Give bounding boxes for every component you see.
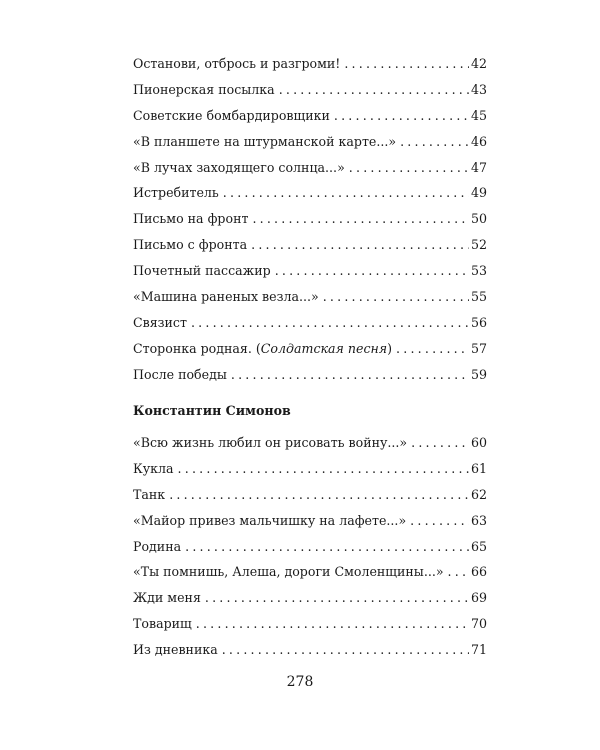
- toc-entry-page: 63: [470, 512, 487, 528]
- toc-entry-page: 61: [470, 460, 487, 476]
- toc-leader-dots: [344, 51, 469, 77]
- toc-entry-page: 42: [470, 56, 487, 71]
- toc-entry: [133, 232, 487, 258]
- toc-entry-title: «Ты помнишь, Алеша, дороги Смоленщины...»: [133, 564, 444, 580]
- toc-entry-page: 55: [470, 289, 487, 305]
- toc-leader-dots: [222, 637, 469, 663]
- toc-leader-dots: [275, 258, 469, 284]
- toc-entry-title: Истребитель: [133, 185, 219, 201]
- toc-entry-page: 47: [470, 159, 487, 175]
- toc-leader-dots: [411, 430, 469, 456]
- toc-leader-dots: [185, 534, 469, 560]
- toc-leader-dots: [349, 155, 469, 181]
- toc-entry: [133, 637, 487, 663]
- toc-entry: [133, 534, 487, 560]
- toc-entry: [133, 559, 487, 585]
- toc-entry-page: 65: [470, 538, 487, 554]
- toc-entry-title: «В планшете на штурманской карте...»: [133, 133, 397, 149]
- toc-entry-page: 60: [470, 435, 487, 450]
- toc-entry-page: 62: [470, 486, 487, 502]
- toc-entry-page: 43: [470, 81, 487, 97]
- toc-entry-title: Пионерская посылка: [133, 81, 275, 97]
- toc-leader-dots: [178, 456, 469, 482]
- toc-entry-page: 66: [470, 564, 487, 580]
- toc-entry-title: «В лучах заходящего солнца...»: [133, 159, 345, 175]
- toc-entry: [133, 77, 487, 103]
- toc-entry-title: Останови, отбрось и разгроми!: [133, 56, 341, 71]
- toc-entry-title: Советские бомбардировщики: [133, 107, 330, 123]
- toc-entry: [133, 482, 487, 508]
- toc-leader-dots: [169, 482, 469, 508]
- page-number: 278: [286, 674, 314, 690]
- toc-entry: [133, 585, 487, 611]
- toc-entry-title: [133, 336, 392, 362]
- toc-entry-page: 45: [470, 107, 487, 123]
- toc-leader-dots: [231, 362, 469, 388]
- toc-leader-dots: [279, 77, 469, 103]
- toc-entry-page: 69: [470, 590, 487, 606]
- toc-entry: [133, 310, 487, 336]
- toc-leader-dots: [448, 559, 469, 585]
- toc-entry-title: Жди меня: [133, 590, 201, 606]
- toc-entry-page: 53: [470, 263, 487, 279]
- toc-entry-title: Письмо на фронт: [133, 211, 249, 227]
- toc-entry: [133, 284, 487, 310]
- toc-entry: [133, 336, 487, 362]
- toc-entry-page: 59: [470, 366, 487, 382]
- toc-leader-dots: [410, 508, 469, 534]
- toc-leader-dots: [252, 206, 469, 232]
- toc-entry-title: Товарищ: [133, 616, 192, 632]
- toc-entry-title: «Всю жизнь любил он рисовать войну...»: [133, 435, 408, 450]
- author-heading: Константин Симонов: [133, 403, 291, 418]
- toc-entry: [133, 129, 487, 155]
- toc-entry-title: После победы: [133, 366, 227, 382]
- toc-entry: [133, 180, 487, 206]
- toc-list-section-1: [133, 51, 487, 388]
- toc-entry: [133, 206, 487, 232]
- toc-entry-title: Из дневника: [133, 642, 218, 658]
- toc-entry-page: 71: [470, 642, 487, 658]
- toc-list-section-2: [133, 430, 487, 663]
- toc-leader-dots: [396, 336, 469, 362]
- toc-entry-page: 50: [470, 211, 487, 227]
- toc-entry: [133, 508, 487, 534]
- toc-entry-title: Родина: [133, 538, 182, 554]
- toc-entry-page: 57: [470, 340, 487, 356]
- toc-entry-page: 52: [470, 237, 487, 253]
- toc-entry-title: Кукла: [133, 460, 174, 476]
- toc-leader-dots: [334, 103, 469, 129]
- toc-entry: [133, 611, 487, 637]
- toc-leader-dots: [191, 310, 469, 336]
- toc-leader-dots: [196, 611, 469, 637]
- toc-entry: [133, 456, 487, 482]
- toc-leader-dots: [323, 284, 469, 310]
- toc-entry: [133, 362, 487, 388]
- toc-entry-page: 46: [470, 133, 487, 149]
- toc-entry: [133, 103, 487, 129]
- toc-entry: [133, 258, 487, 284]
- toc-entry: [133, 51, 487, 77]
- toc-entry: [133, 155, 487, 181]
- toc-entry: [133, 430, 487, 456]
- toc-entry-page: 49: [470, 185, 487, 201]
- toc-entry-page: 56: [470, 314, 487, 330]
- toc-entry-title-tail: ): [387, 340, 393, 356]
- toc-entry-title: «Майор привез мальчишку на лафете...»: [133, 512, 407, 528]
- toc-leader-dots: [251, 232, 469, 258]
- toc-entry-title: Письмо с фронта: [133, 237, 248, 253]
- toc-entry-page: 70: [470, 616, 487, 632]
- toc-entry-title-lead: Сторонка родная. (: [133, 340, 261, 356]
- toc-leader-dots: [223, 180, 469, 206]
- toc-leader-dots: [400, 129, 469, 155]
- toc-entry-title: Почетный пассажир: [133, 263, 271, 279]
- toc-leader-dots: [205, 585, 469, 611]
- toc-entry-title: Танк: [133, 486, 166, 502]
- toc-entry-title: «Машина раненых везла...»: [133, 289, 319, 305]
- toc-entry-title-italic: Солдатская песня: [260, 340, 388, 356]
- toc-entry-title: Связист: [133, 314, 187, 330]
